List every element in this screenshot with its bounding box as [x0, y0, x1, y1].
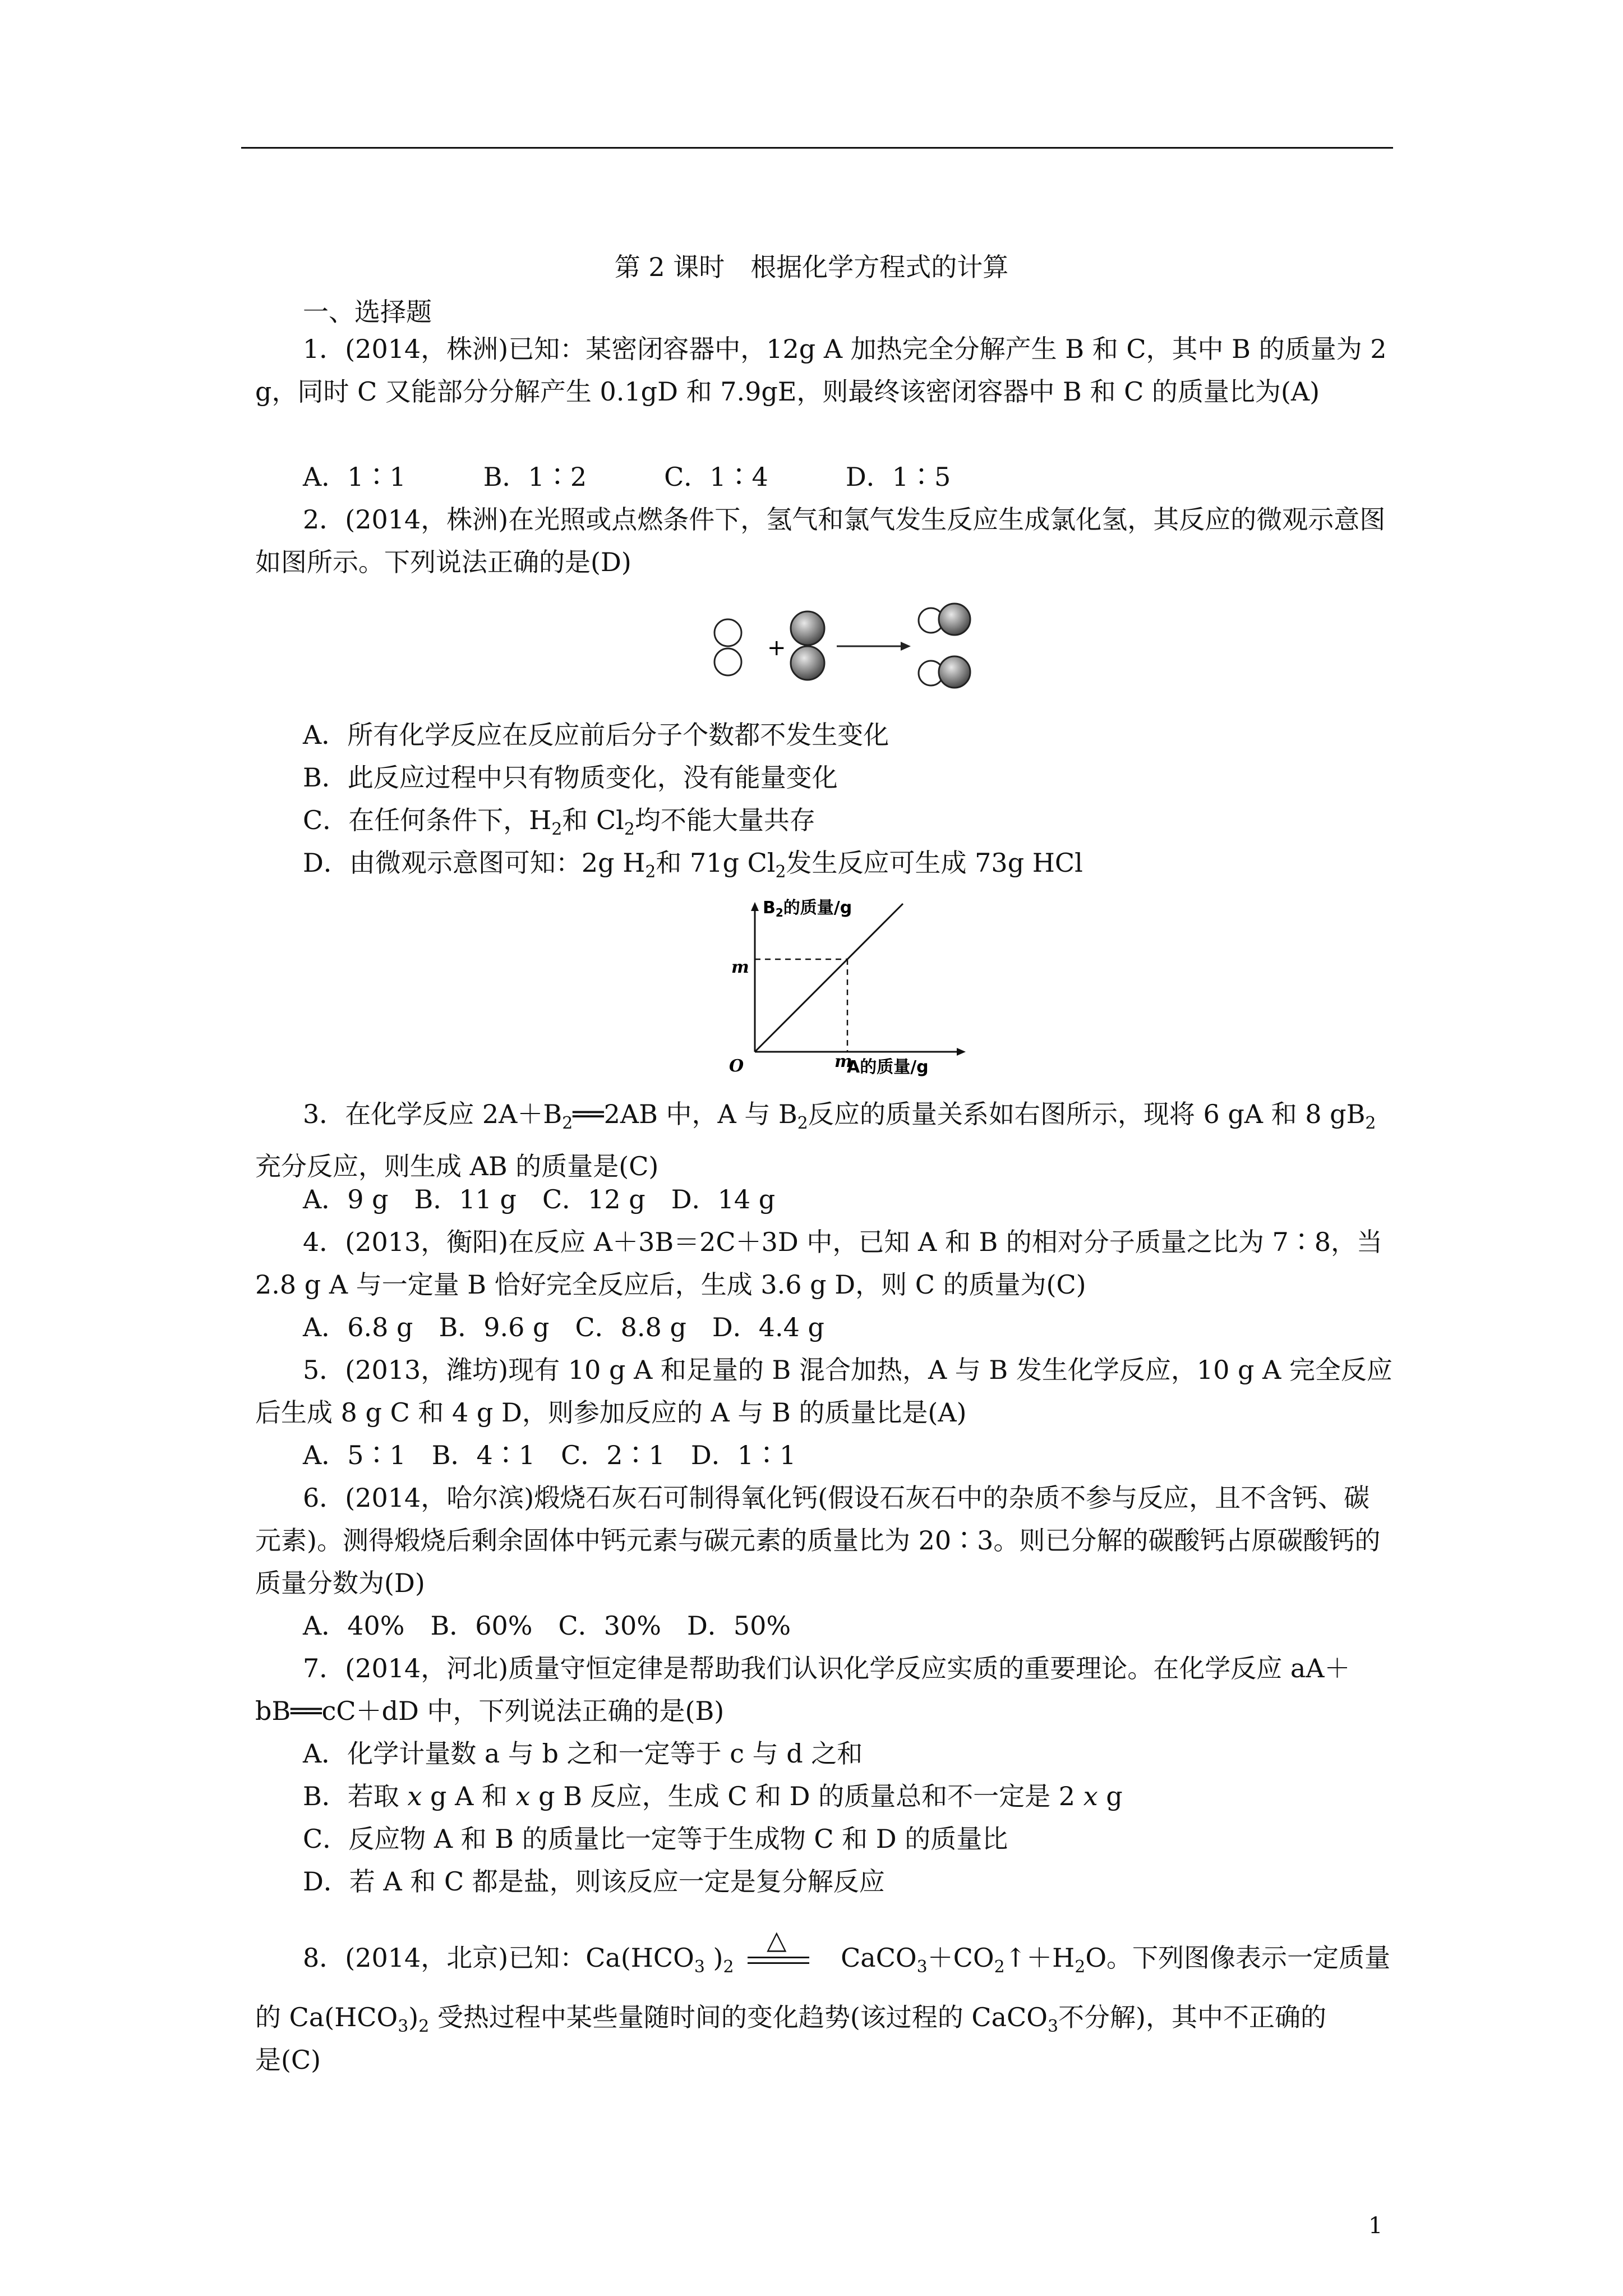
hcl2-cl: [939, 656, 970, 688]
question-5: [255, 1349, 1394, 1434]
question-2-text: 2．(2014，株洲)在光照或点燃条件下，氢气和氯气发生反应生成氯化氢，其反应的微观示意图如图所示。下列说法正确的是(D): [255, 504, 1386, 577]
reaction-arrow-head: [901, 642, 911, 651]
question-7: [255, 1647, 1394, 1732]
h-atom-2: [714, 648, 741, 675]
question-7-option-c: C．反应物 A 和 B 的质量比一定等于生成物 C 和 D 的质量比: [303, 1824, 1008, 1854]
question-5-options: A．5∶1 B．4∶1 C．2∶1 D．1∶1: [303, 1440, 796, 1470]
x-axis-label: A的质量/g: [847, 1057, 929, 1077]
mass-graph: [723, 892, 987, 1083]
question-6: [255, 1476, 1394, 1604]
x-axis-arrow: [957, 1048, 966, 1056]
m-y-label: m: [731, 958, 749, 977]
question-1-text: 1．(2014，株洲)已知：某密闭容器中，12g A 加热完全分解产生 B 和 C，其中 B 的质量为 2 g，同时 C 又能部分分解产生 0.1gD 和 7.9gE，则最终该密闭容器中 B 和 C 的质量比为(A): [255, 334, 1387, 407]
question-8-line-3: 是(C): [255, 2045, 321, 2075]
question-4: [255, 1221, 1394, 1306]
section-heading: 一、选择题: [303, 297, 432, 327]
cl-atom-2: [791, 646, 824, 680]
question-3-options: A．9 g B．11 g C．12 g D．14 g: [303, 1184, 776, 1214]
m-x-label: m: [834, 1052, 852, 1071]
question-5-text: 5．(2013，潍坊)现有 10 g A 和足量的 B 混合加热，A 与 B 发生化学反应，10 g A 完全反应后生成 8 g C 和 4 g D，则参加反应的 A 与 B 的质量比是(A): [255, 1355, 1393, 1428]
question-6-text: 6．(2014，哈尔滨)煅烧石灰石可制得氧化钙(假设石灰石中的杂质不参与反应，且不含钙、碳元素)。测得煅烧后剩余固体中钙元素与碳元素的质量比为 20∶3。则已分解的碳酸钙占原碳酸钙的质量分数为(D): [255, 1483, 1381, 1598]
heat-symbol: △: [767, 1925, 787, 1955]
page-number: 1: [1368, 2213, 1383, 2239]
question-4-text: 4．(2013，衡阳)在反应 A＋3B＝2C＋3D 中，已知 A 和 B 的相对分子质量之比为 7∶8，当 2.8 g A 与一定量 B 恰好完全反应后，生成 3.6 g D，则 C 的质量为(C): [255, 1227, 1383, 1300]
question-1: [255, 328, 1394, 413]
h-atom-1: [714, 619, 741, 646]
question-2-option-b: B．此反应过程中只有物质变化，没有能量变化: [303, 762, 838, 793]
y-axis-label: $B_2$的质量/g: [763, 898, 852, 919]
question-2: [255, 498, 1394, 583]
question-7-option-a: A．化学计量数 a 与 b 之和一定等于 c 与 d 之和: [303, 1738, 863, 1769]
heating-condition: [742, 1925, 815, 1977]
hcl1-cl: [939, 604, 970, 635]
y-axis-arrow: [751, 902, 759, 911]
page-title: 第 2 课时 根据化学方程式的计算: [614, 252, 1009, 282]
question-4-options: A．6.8 g B．9.6 g C．8.8 g D．4.4 g: [303, 1312, 824, 1342]
question-6-options: A．40% B．60% C．30% D．50%: [303, 1611, 791, 1641]
question-3-text: 3．在化学反应 $2A+B_2══2AB$ 中，A 与 $B_2$反应的质量关系如右图所示，现将 6 gA 和 8 $gB_2$充分反应，则生成 AB 的质量是(C): [255, 1099, 1376, 1182]
question-2-option-d: D．由微观示意图可知：2g $H_2$和 71g $Cl_2$发生反应可生成 73g HCl: [303, 848, 1083, 882]
question-8-line-1: 8．(2014，北京)已知：$Ca(HCO_3$ )$_2$ △ $CaCO_3+CO_2↑+H_2O$。下列图像表示一定质量: [303, 1936, 1390, 1989]
question-7-option-b: B．若取 x g A 和 x g B 反应，生成 C 和 D 的质量总和不一定是 2 x g: [303, 1781, 1123, 1811]
plus-sign: +: [767, 635, 786, 661]
reaction-diagram: [695, 595, 987, 701]
question-8-line-2: 的 $Ca(HCO_3)_2$ 受热过程中某些量随时间的变化趋势(该过程的 CaCO$_3$不分解)，其中不正确的: [255, 2002, 1326, 2037]
series-line: [755, 904, 903, 1052]
question-7-text: 7．(2014，河北)质量守恒定律是帮助我们认识化学反应实质的重要理论。在化学反应 aA＋bB══cC＋dD 中，下列说法正确的是(B): [255, 1653, 1350, 1726]
header-rule: [241, 147, 1393, 149]
question-7-option-d: D．若 A 和 C 都是盐，则该反应一定是复分解反应: [303, 1866, 885, 1897]
question-2-option-a: A．所有化学反应在反应前后分子个数都不发生变化: [303, 720, 889, 750]
question-2-option-c: C．在任何条件下，$H_2$和 $Cl_2$均不能大量共存: [303, 805, 815, 840]
cl-atom-1: [791, 611, 824, 645]
question-1-options: A．1∶1 B．1∶2 C．1∶4 D．1∶5: [303, 462, 951, 492]
origin-label: O: [729, 1056, 744, 1076]
question-3: [255, 1093, 1394, 1188]
